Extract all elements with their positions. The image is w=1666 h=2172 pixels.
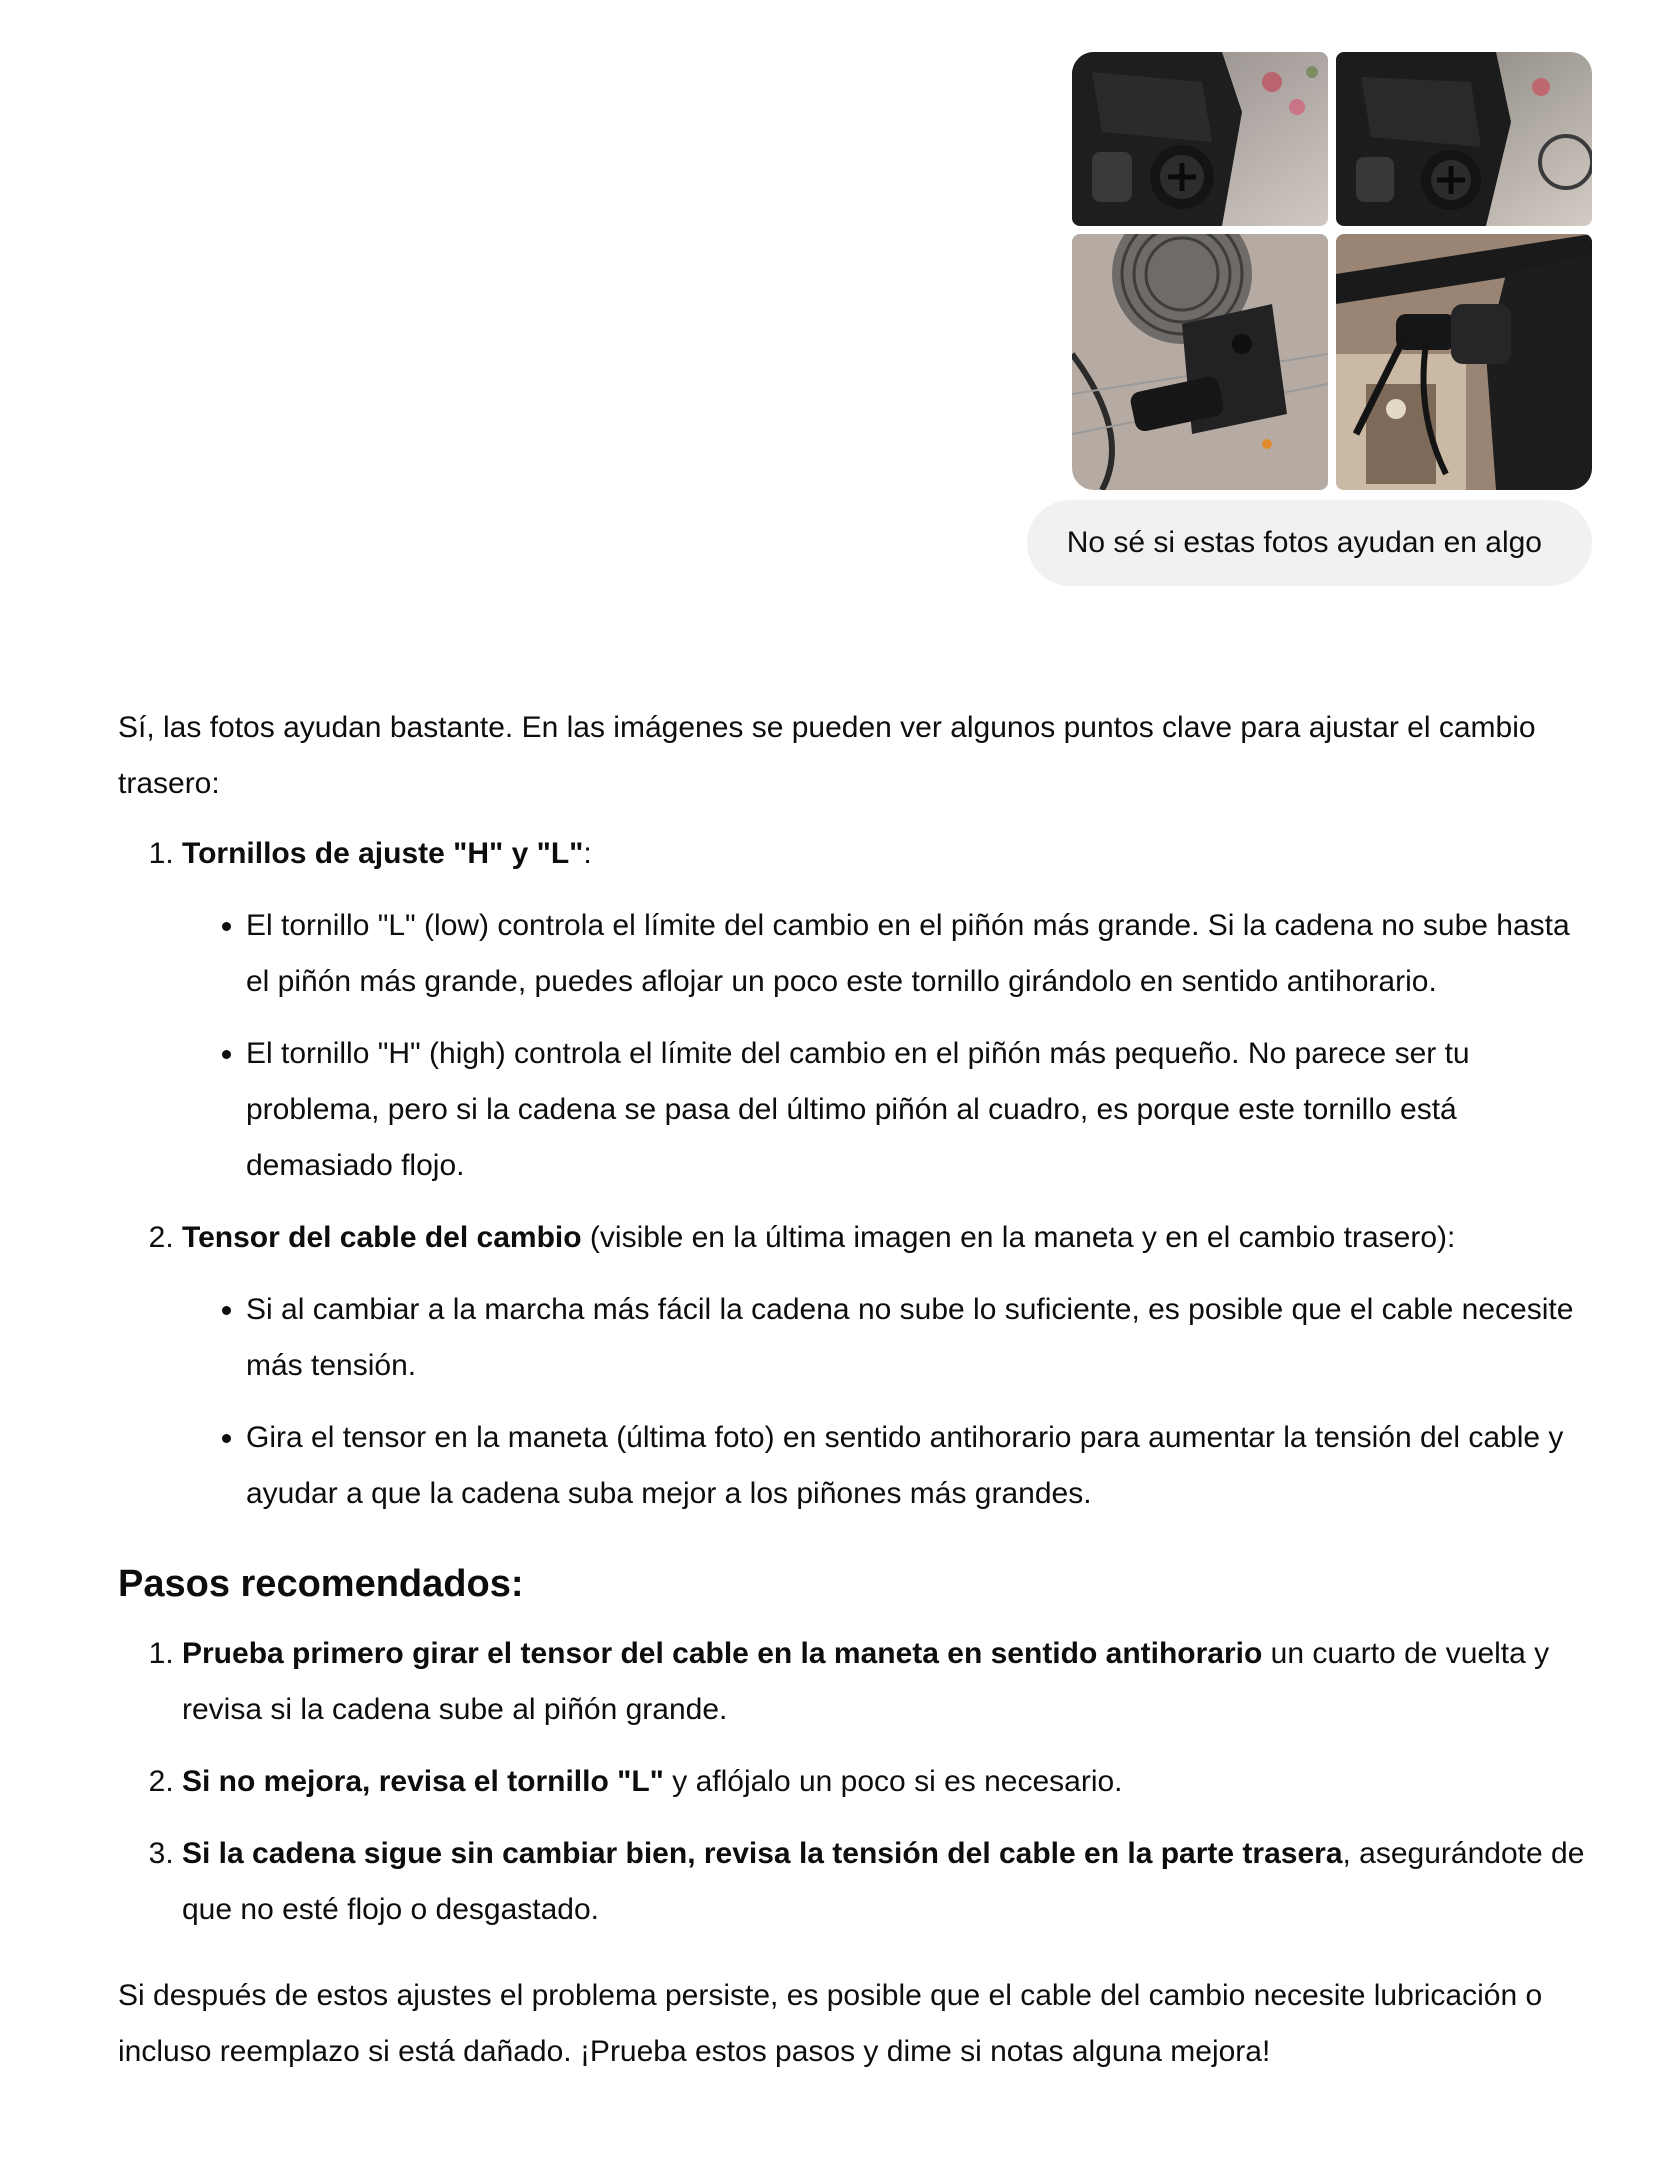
photo-thumbnail[interactable] — [1336, 234, 1592, 490]
cassette-derailleur-photo-icon — [1072, 234, 1328, 490]
list-item: • El tornillo "H" (high) controla el límite del cambio en el piñón más pequeño. No parece ser tu problema, pero si la cadena se pasa del último piñón al cuadro, es porque este tornillo está demasiado flojo. — [246, 1026, 1598, 1194]
list-item: • Gira el tensor en la maneta (última foto) en sentido antihorario para aumentar la tensión del cable y ayudar a que la cadena suba mejor a los piñones más grandes. — [246, 1410, 1598, 1522]
step-bold: Si no mejora, revisa el tornillo "L" — [182, 1765, 664, 1798]
assistant-message — [118, 700, 1598, 2080]
sub-bullet-list — [182, 1282, 1598, 1522]
point-suffix: : — [583, 837, 592, 870]
user-message-bubble — [1027, 500, 1592, 586]
list-item: • El tornillo "L" (low) controla el límite del cambio en el piñón más grande. Si la cadena no sube hasta el piñón más grande, puedes aflojar un poco este tornillo girándolo en sentido antihorario. — [246, 898, 1598, 1010]
derailleur-photo-2-icon — [1336, 52, 1592, 226]
photo-thumbnail[interactable] — [1072, 234, 1328, 490]
assistant-closing: Si después de estos ajustes el problema persiste, es posible que el cable del cambio necesite lubricación o incluso reemplazo si está dañado. ¡Prueba estos pasos y dime si notas alguna mejora! — [118, 1979, 1543, 2068]
point-suffix: (visible en la última imagen en la maneta y en el cambio trasero): — [581, 1221, 1456, 1254]
list-item — [182, 826, 1598, 1194]
list-item — [182, 1826, 1598, 1938]
step-rest: , asegurándote de que no esté flojo o desgastado. — [182, 1837, 1585, 1926]
steps-heading: Pasos recomendados: — [118, 1563, 524, 1605]
step-rest: un cuarto de vuelta y revisa si la cadena sube al piñón grande. — [182, 1637, 1550, 1726]
list-item — [182, 1210, 1598, 1522]
point-title: Tensor del cable del cambio — [182, 1221, 582, 1254]
list-item: • Si al cambiar a la marcha más fácil la cadena no sube lo suficiente, es posible que el cable necesite más tensión. — [246, 1282, 1598, 1394]
step-bold: Si la cadena sigue sin cambiar bien, revisa la tensión del cable en la parte trasera — [182, 1837, 1343, 1870]
shifter-cable-photo-icon — [1336, 234, 1592, 490]
sub-bullet-list — [182, 898, 1598, 1194]
adjustment-points-list — [118, 826, 1598, 1522]
photo-grid — [1072, 52, 1592, 490]
user-message-text: No sé si estas fotos ayudan en algo — [1066, 526, 1542, 559]
list-item — [182, 1626, 1598, 1738]
photo-thumbnail[interactable] — [1336, 52, 1592, 226]
recommended-steps-list — [118, 1626, 1598, 1938]
user-message — [1066, 52, 1592, 586]
photo-thumbnail[interactable] — [1072, 52, 1328, 226]
step-bold: Prueba primero girar el tensor del cable en la maneta en sentido antihorario — [182, 1637, 1263, 1670]
list-item — [182, 1754, 1598, 1810]
derailleur-photo-1-icon — [1072, 52, 1328, 226]
assistant-intro: Sí, las fotos ayudan bastante. En las imágenes se pueden ver algunos puntos clave para ajustar el cambio trasero: — [118, 711, 1536, 800]
step-rest: y aflójalo un poco si es necesario. — [663, 1765, 1123, 1798]
point-title: Tornillos de ajuste "H" y "L" — [182, 837, 584, 870]
